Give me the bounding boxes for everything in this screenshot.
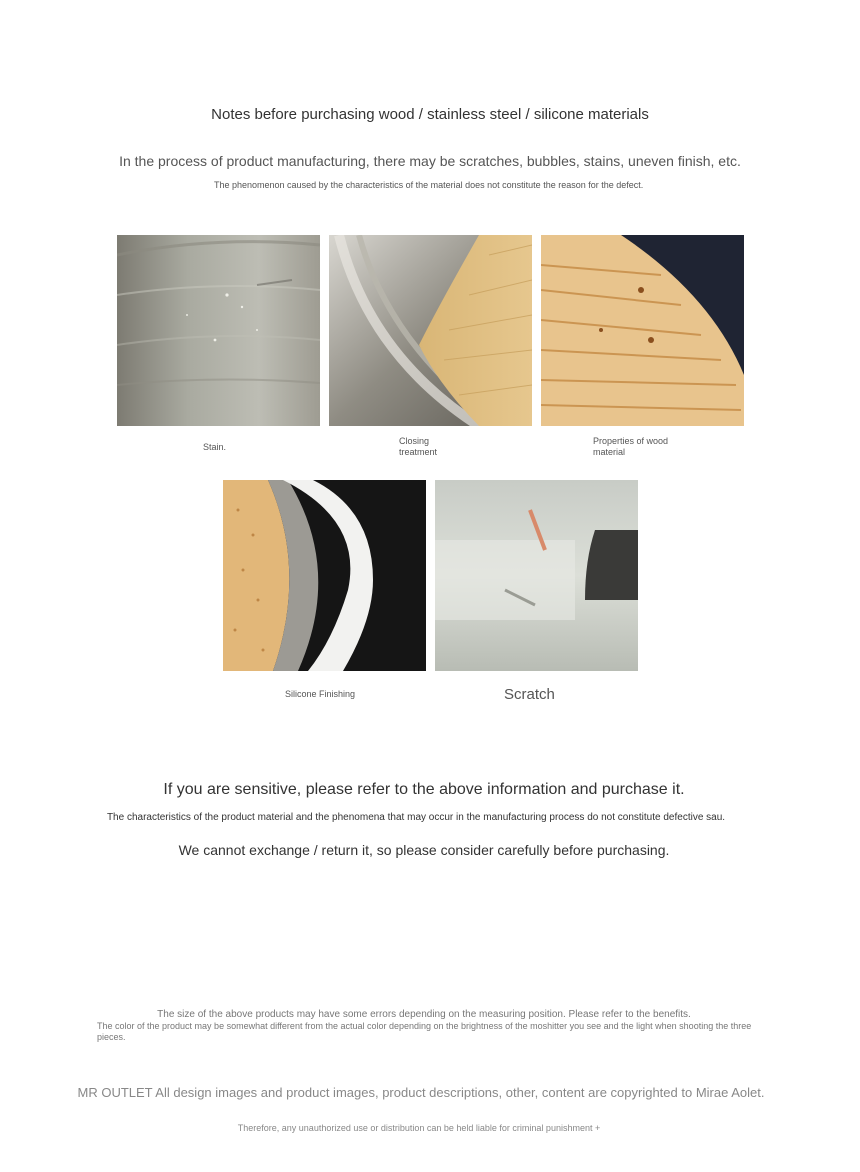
wood-material-photo xyxy=(541,235,744,426)
page-title: Notes before purchasing wood / stainless steel / silicone materials xyxy=(211,106,649,123)
stain-caption: Stain. xyxy=(203,442,227,452)
defect-note: The phenomenon caused by the characteristics of the material does not constitute the reason for the defect. xyxy=(214,180,644,190)
wood-material-caption: Properties of wood material xyxy=(593,436,669,457)
closing-treatment-photo xyxy=(329,235,532,426)
closing-treatment-caption: Closing treatment xyxy=(399,436,438,457)
stain-photo xyxy=(117,235,320,426)
silicone-finishing-caption: Silicone Finishing xyxy=(285,689,356,699)
scratch-caption: Scratch xyxy=(504,686,555,703)
characteristics-notice: The characteristics of the product material and the phenomena that may occur in the manufacturing process do not constitute defective sau. xyxy=(106,812,726,823)
sensitive-notice: If you are sensitive, please refer to the above information and purchase it. xyxy=(163,781,685,798)
silicone-finishing-photo xyxy=(223,480,426,671)
scratch-photo xyxy=(435,480,638,671)
color-note: The color of the product may be somewhat different from the actual color depending on the brightness of the moshitter you see and the light when shooting the three pieces. xyxy=(97,1021,752,1042)
page-subtitle: In the process of product manufacturing, there may be scratches, bubbles, stains, uneven finish, etc. xyxy=(119,153,741,169)
no-exchange-notice: We cannot exchange / return it, so please consider carefully before purchasing. xyxy=(178,842,670,858)
size-note: The size of the above products may have some errors depending on the measuring position. Please refer to the benefits. xyxy=(157,1009,691,1020)
copyright-notice: MR OUTLET All design images and product images, product descriptions, other, content are copyrighted to Mirae Aolet. xyxy=(77,1085,765,1100)
unauthorized-notice: Therefore, any unauthorized use or distribution can be held liable for criminal punishment + xyxy=(237,1123,601,1133)
